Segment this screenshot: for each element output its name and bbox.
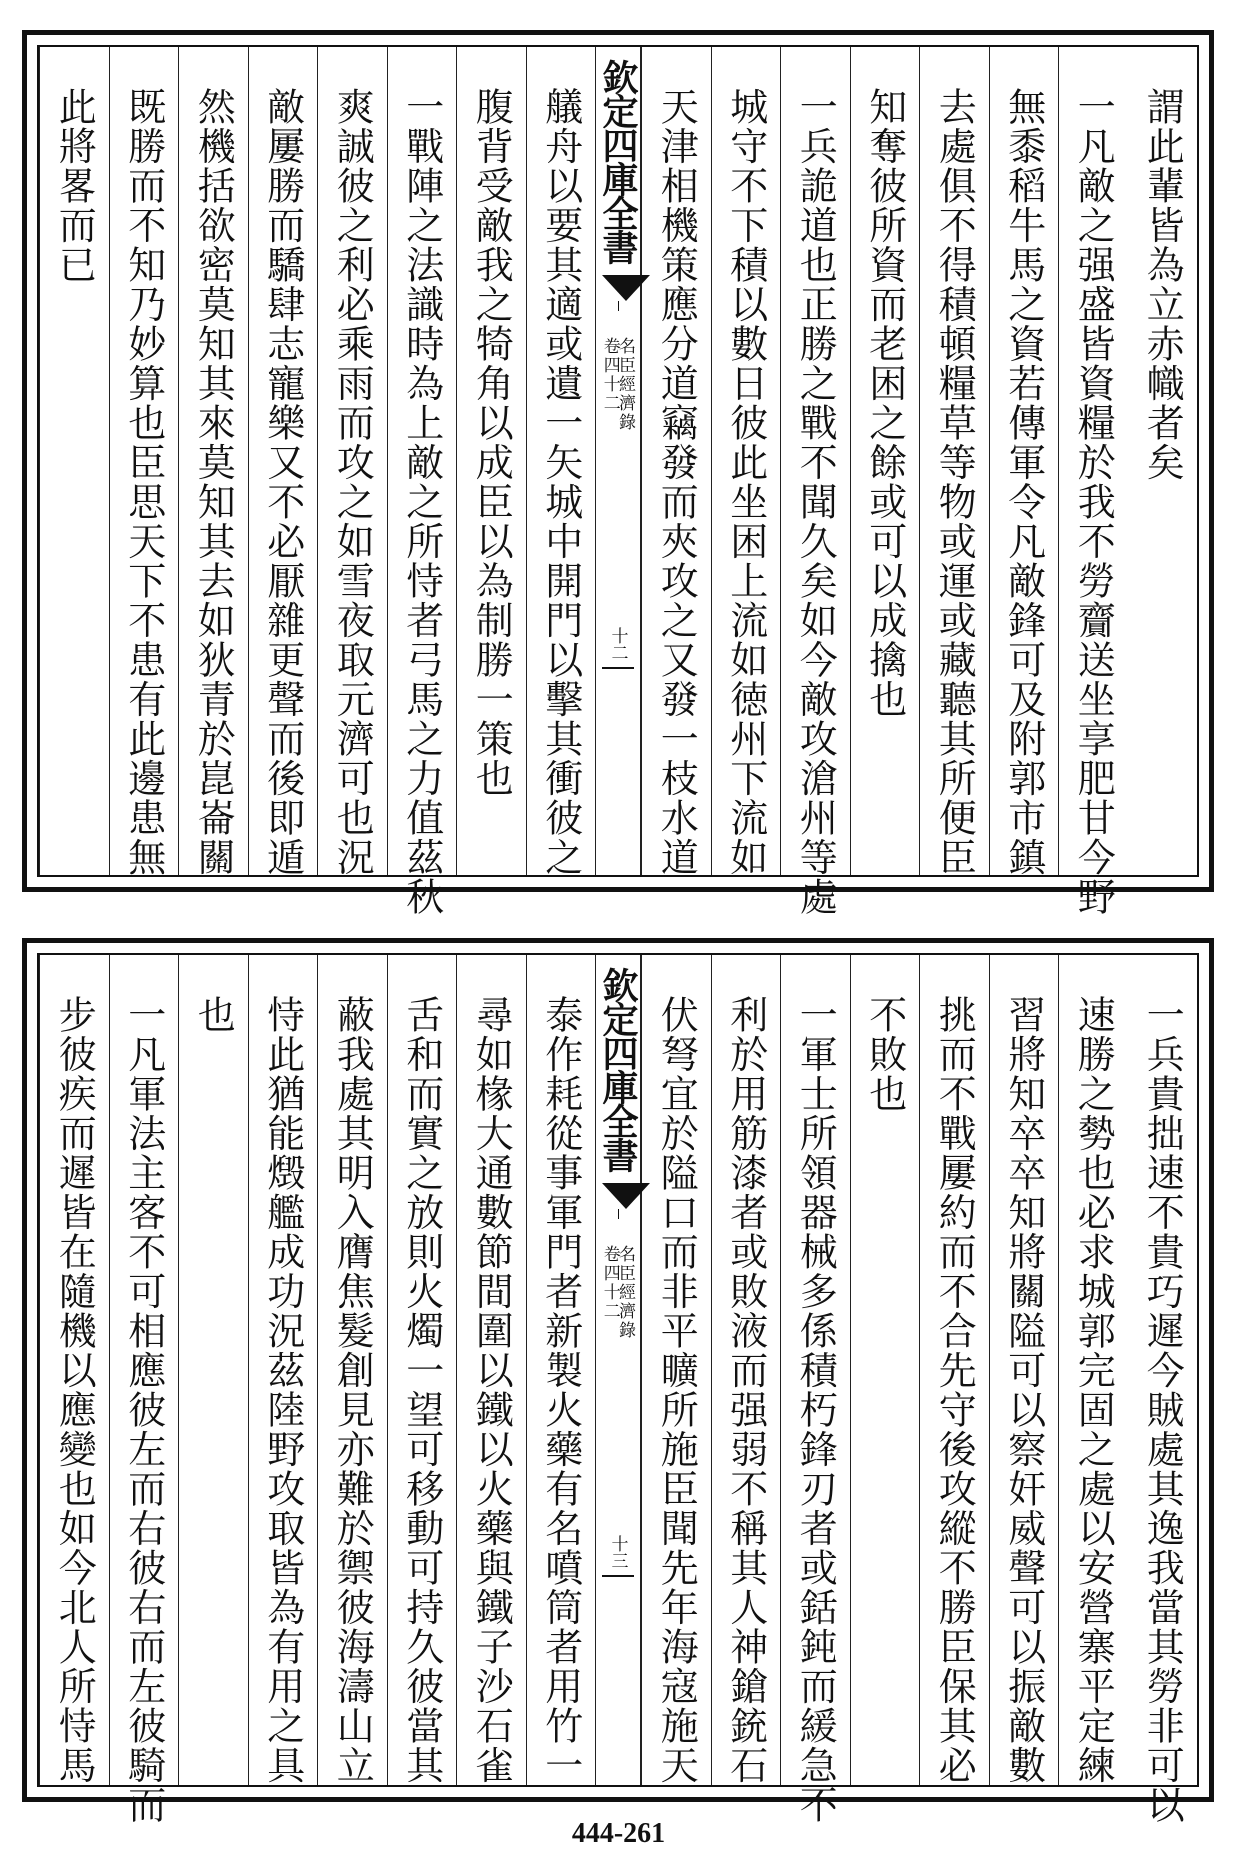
- column-text: 此將畧而已: [52, 87, 97, 285]
- text-column: [526, 955, 596, 1785]
- text-column: [317, 955, 387, 1785]
- text-column: [1128, 955, 1198, 1825]
- text-column: [919, 955, 989, 1785]
- book-subtitle: 名臣經濟錄: [615, 337, 635, 432]
- lower-page: [22, 938, 1214, 1825]
- column-text: 不敗也: [862, 995, 907, 1114]
- text-column: [780, 955, 850, 1825]
- text-column: [1058, 47, 1128, 917]
- text-column: [641, 47, 711, 875]
- fishtail-mark-icon: [602, 275, 634, 311]
- column-text: 習將知卒卒知將關隘可以察奸威聲可以振敵數: [1001, 995, 1046, 1785]
- book-spine-column: [595, 955, 641, 1785]
- text-column: [780, 47, 850, 917]
- text-column: [850, 955, 920, 1785]
- column-text: 一戰陣之法識時為上敵之所恃者弓馬之力值茲秋: [399, 87, 444, 917]
- leaf-number: 十三: [607, 1535, 628, 1569]
- column-text: 舌和而實之放則火燭一望可移動可持久彼當其: [399, 995, 444, 1785]
- column-text: 挑而不戰屢約而不合先守後攻縱不勝臣保其必: [932, 995, 977, 1785]
- column-text: 艤舟以要其適或遺一矢城中開門以擊其衝彼之: [538, 87, 583, 877]
- column-text: 利於用筋漆者或敗液而强弱不稱其人神鎗銃石: [723, 995, 768, 1785]
- text-column: [989, 955, 1059, 1785]
- column-text: 蔽我處其明入膺焦髮創見亦難於禦彼海濤山立: [330, 995, 375, 1785]
- column-text: 知奪彼所資而老困之餘或可以成擒也: [862, 87, 907, 719]
- chapter-label: 卷四十二: [599, 1245, 620, 1321]
- column-text: 伏弩宜於隘口而非平曠所施臣聞先年海寇施天: [654, 995, 699, 1785]
- column-text: 去處俱不得積頓糧草等物或運或藏聽其所便臣: [932, 87, 977, 877]
- book-subtitle: 名臣經濟錄: [615, 1245, 635, 1340]
- text-column: [109, 47, 179, 875]
- text-column: [387, 47, 457, 917]
- column-text: 謂此輩皆為立赤幟者矣: [1140, 87, 1185, 482]
- column-text: 城守不下積以數日彼此坐困上流如徳州下流如: [723, 87, 768, 877]
- text-column: [1058, 955, 1128, 1785]
- text-column: [178, 47, 248, 875]
- column-text: 一凡軍法主客不可相應彼左而右彼右而左彼騎而: [121, 995, 166, 1825]
- book-title: 欽定四庫全書: [597, 59, 639, 263]
- spine-rule: [602, 1575, 634, 1577]
- column-text: 速勝之勢也必求城郭完固之處以安營寨平定練: [1071, 995, 1116, 1785]
- column-text: 一凡敵之强盛皆資糧於我不勞齎送坐享肥甘今野: [1071, 87, 1116, 917]
- column-text: 一兵貴拙速不貴巧遲今賊處其逸我當其勞非可以: [1140, 995, 1185, 1825]
- lower-page-frame: [37, 953, 1199, 1825]
- text-column: [456, 955, 526, 1785]
- text-column: [248, 955, 318, 1785]
- text-column: [109, 955, 179, 1825]
- column-text: 爽誠彼之利必乘雨而攻之如雪夜取元濟可也況: [330, 87, 375, 877]
- text-column: [711, 955, 781, 1785]
- upper-page-frame: [37, 45, 1199, 917]
- column-text: 泰作耗從事軍門者新製火藥有名噴筒者用竹一: [538, 995, 583, 1785]
- leaf-number: 十二: [607, 627, 628, 661]
- column-text: 敵屢勝而驕肆志寵樂又不必厭雜更聲而後即遁: [260, 87, 305, 877]
- text-column: [850, 47, 920, 875]
- column-text: 腹背受敵我之犄角以成臣以為制勝一策也: [469, 87, 514, 798]
- book-title: 欽定四庫全書: [597, 967, 639, 1171]
- fishtail-mark-icon: [602, 1183, 634, 1219]
- column-text: 無黍稻牛馬之資若傳軍令凡敵鋒可及附郭市鎮: [1001, 87, 1046, 877]
- text-column: [39, 955, 109, 1785]
- text-column: [1128, 47, 1198, 875]
- text-column: [711, 47, 781, 875]
- column-text: 天津相機策應分道竊發而夾攻之又發一枝水道: [654, 87, 699, 877]
- column-text: 一軍士所領器械多係積朽鋒刃者或銛鈍而緩急不: [793, 995, 838, 1825]
- column-text: 既勝而不知乃妙算也臣思天下不患有此邊患無: [121, 87, 166, 877]
- text-column: [39, 47, 109, 875]
- column-text: 尋如椽大通數節間圍以鐵以火藥與鐵子沙石雀: [469, 995, 514, 1785]
- text-column: [387, 955, 457, 1785]
- text-column: [919, 47, 989, 875]
- text-column: [989, 47, 1059, 875]
- page-footer-number: 444-261: [571, 1818, 666, 1849]
- text-column: [178, 955, 248, 1785]
- column-text: 恃此猶能燬艦成功況茲陸野攻取皆為有用之具: [260, 995, 305, 1785]
- column-text: 然機括欲密莫知其來莫知其去如狄青於崑崙關: [191, 87, 236, 877]
- upper-page: [22, 30, 1214, 917]
- spine-rule: [602, 667, 634, 669]
- column-text: 也: [191, 995, 236, 1035]
- text-column: [456, 47, 526, 875]
- text-column: [641, 955, 711, 1785]
- book-spine-column: [595, 47, 641, 875]
- text-column: [526, 47, 596, 875]
- text-column: [317, 47, 387, 875]
- column-text: 一兵詭道也正勝之戰不聞久矣如今敵攻滄州等處: [793, 87, 838, 917]
- column-text: 步彼疾而遲皆在隨機以應變也如今北人所恃馬: [52, 995, 97, 1785]
- chapter-label: 卷四十二: [599, 337, 620, 413]
- text-column: [248, 47, 318, 875]
